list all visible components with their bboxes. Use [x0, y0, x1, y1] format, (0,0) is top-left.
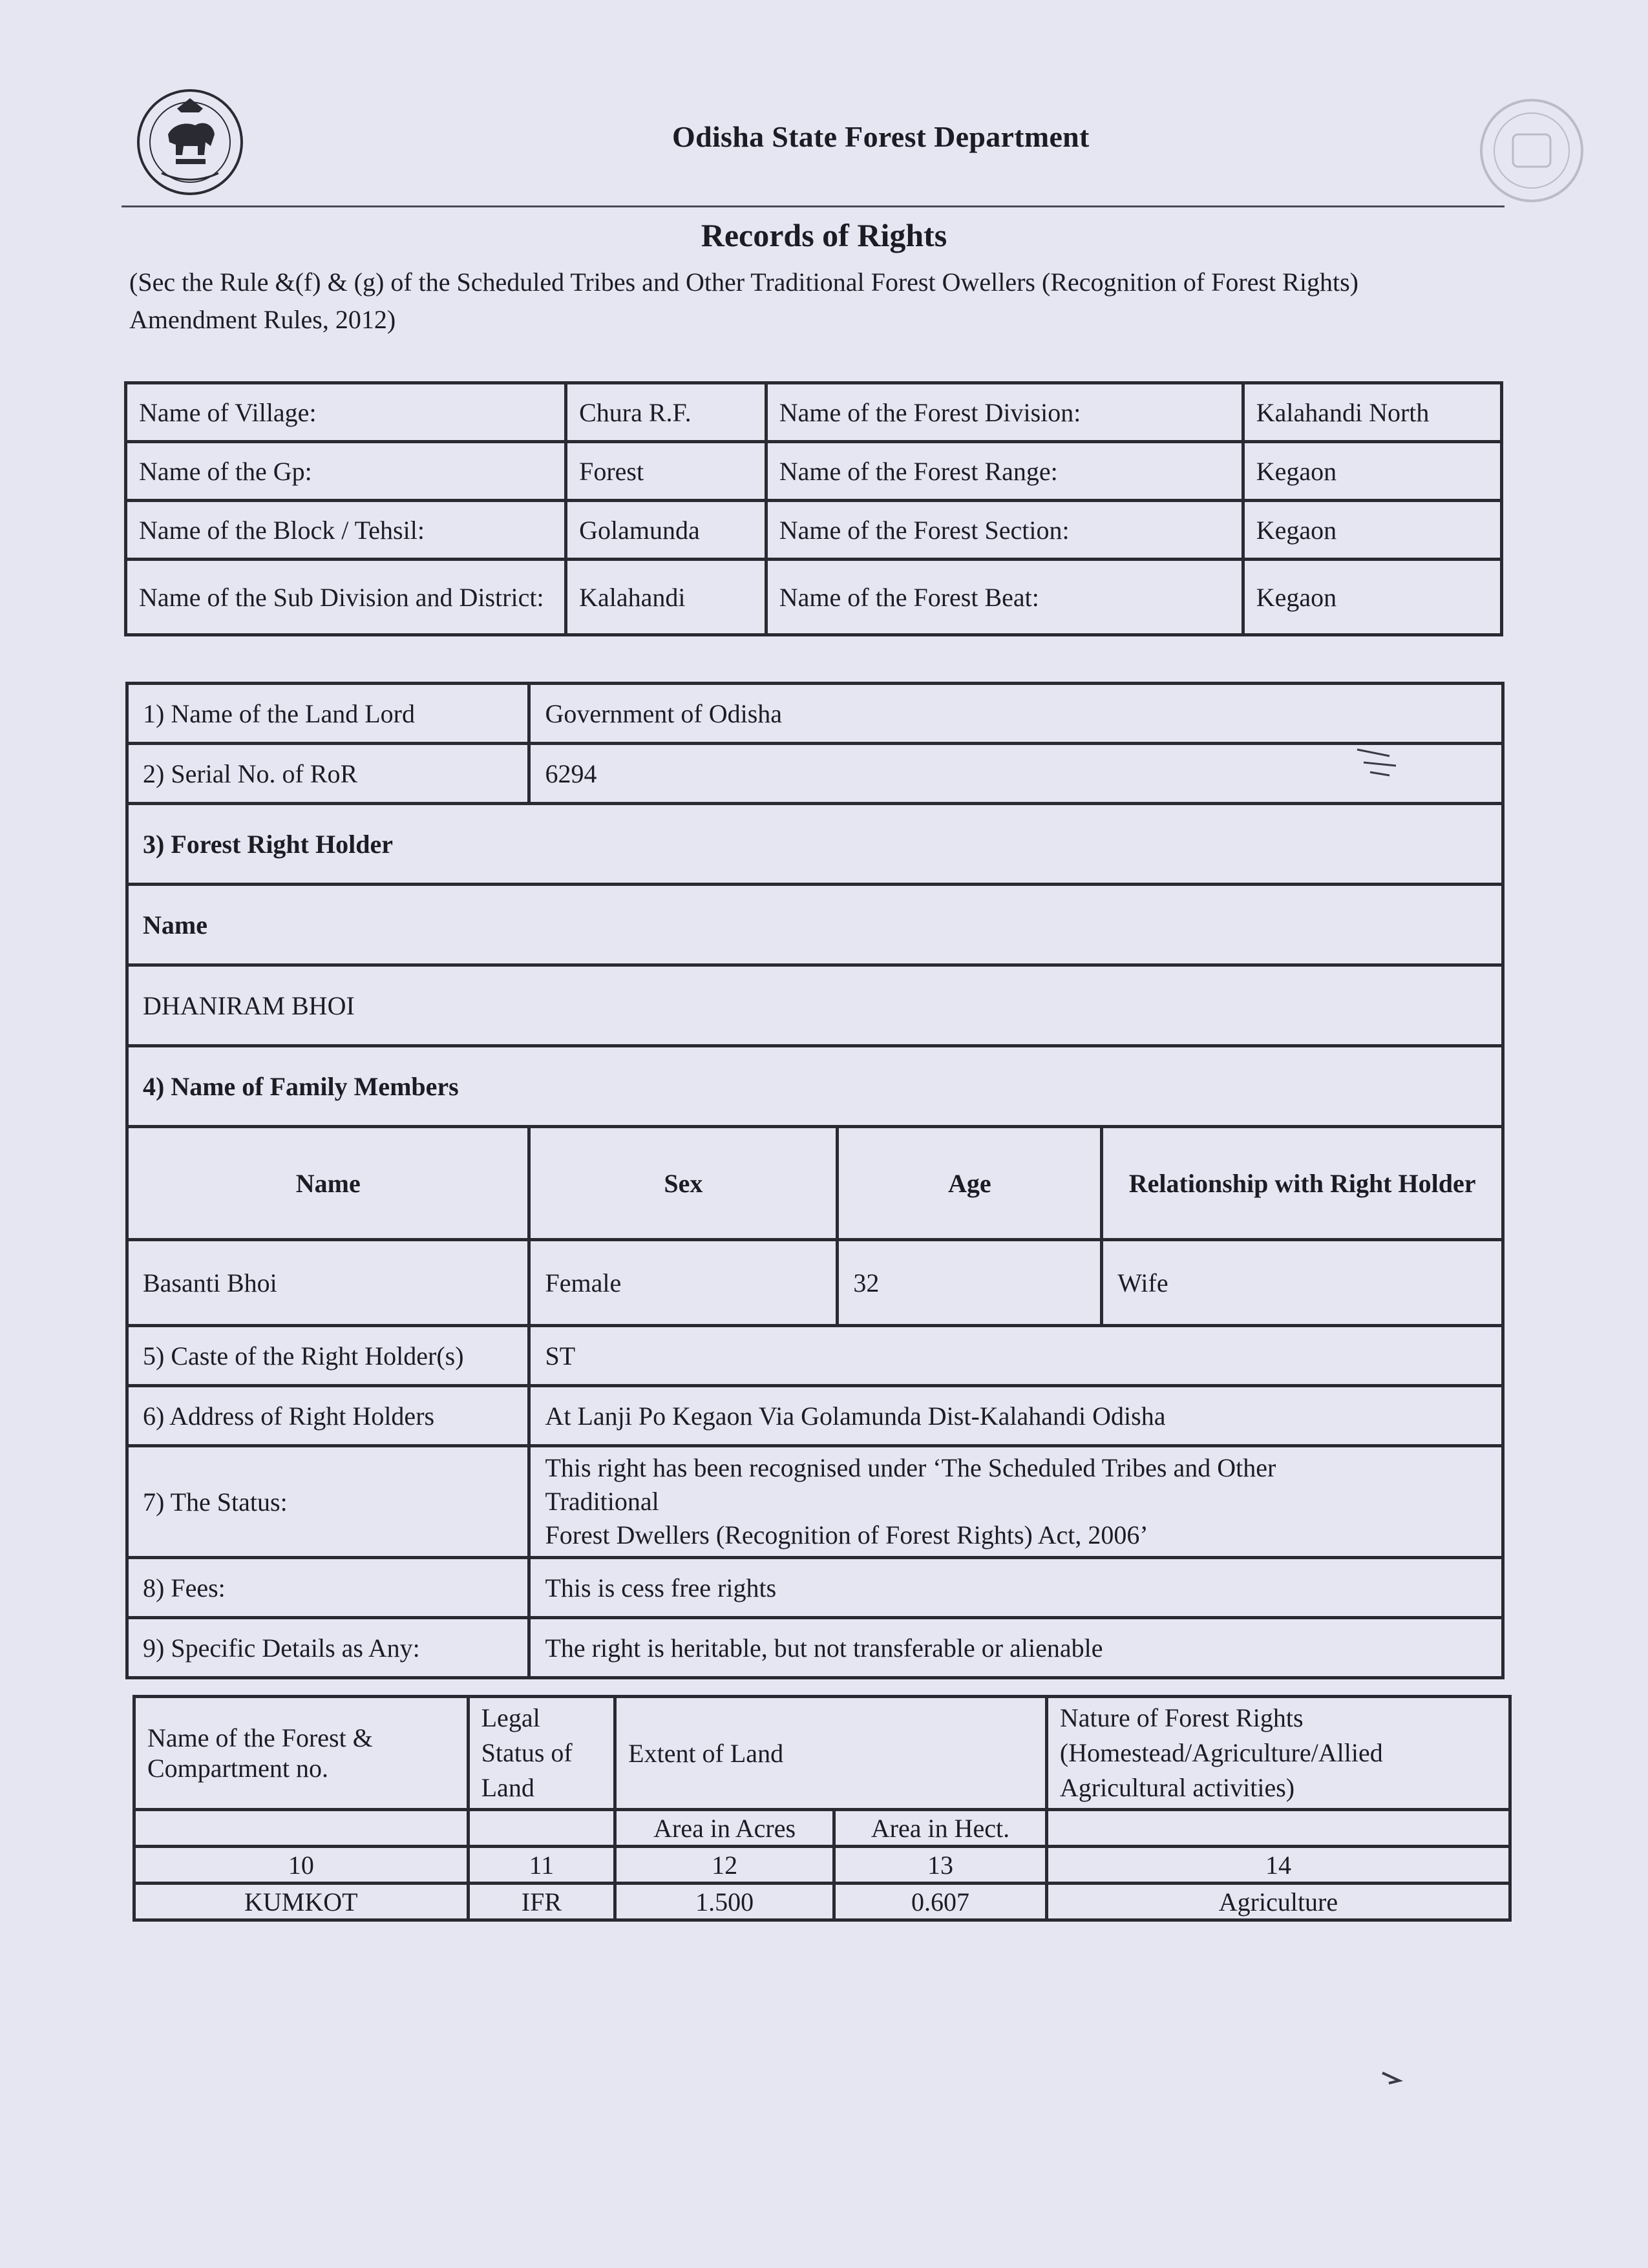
area-acres: 1.500 — [615, 1884, 834, 1920]
legal-line: Status of — [481, 1738, 573, 1767]
sub-area-hect: Area in Hect. — [834, 1810, 1047, 1847]
holder-heading: 3) Forest Right Holder — [127, 804, 1503, 885]
sub-division-label: Name of the Sub Division and District: — [126, 560, 566, 635]
forest-range-label: Name of the Forest Range: — [766, 442, 1243, 501]
member-relationship: Wife — [1102, 1240, 1503, 1326]
gp-value: Forest — [566, 442, 766, 501]
area-hect: 0.607 — [834, 1884, 1047, 1920]
table-row — [127, 1326, 1503, 1386]
legal-line: Legal — [481, 1703, 540, 1732]
family-col-name: Name — [127, 1127, 529, 1240]
status-line: Traditional — [545, 1487, 659, 1516]
forest-beat-label: Name of the Forest Beat: — [766, 560, 1243, 635]
serial-label: 2) Serial No. of RoR — [127, 744, 529, 804]
status-value — [529, 1446, 1503, 1558]
family-col-age: Age — [838, 1127, 1102, 1240]
nature-line: Nature of Forest Rights — [1059, 1703, 1304, 1732]
location-table — [124, 381, 1503, 636]
col-nature-of-rights — [1046, 1697, 1510, 1810]
empty-cell — [134, 1810, 469, 1847]
family-header-row — [127, 1127, 1503, 1240]
land-header-row — [134, 1697, 1510, 1810]
table-row — [127, 684, 1503, 744]
sub-area-acres: Area in Acres — [615, 1810, 834, 1847]
status-line: Forest Dwellers (Recognition of Forest Rights) Act, 2006’ — [545, 1520, 1148, 1549]
forest-section-label: Name of the Forest Section: — [766, 501, 1243, 560]
land-lord-label: 1) Name of the Land Lord — [127, 684, 529, 744]
table-row — [127, 804, 1503, 885]
faint-seal-icon — [1477, 96, 1587, 205]
forest-section-value: Kegaon — [1243, 501, 1501, 560]
table-row — [127, 1558, 1503, 1618]
stray-mark-icon — [1380, 2068, 1406, 2087]
legal-line: Land — [481, 1773, 534, 1802]
village-value: Chura R.F. — [566, 383, 766, 442]
department-heading: Odisha State Forest Department — [672, 120, 1090, 153]
family-col-relationship: Relationship with Right Holder — [1102, 1127, 1503, 1240]
member-sex: Female — [529, 1240, 838, 1326]
forest-range-value: Kegaon — [1243, 442, 1501, 501]
name-heading: Name — [127, 885, 1503, 965]
caste-value: ST — [529, 1326, 1503, 1386]
forest-division-label: Name of the Forest Division: — [766, 383, 1243, 442]
nature-line: (Homestead/Agriculture/Allied — [1059, 1738, 1383, 1767]
legal-status: IFR — [468, 1884, 615, 1920]
stray-mark-icon — [1351, 737, 1402, 788]
table-row — [127, 744, 1503, 804]
block-label: Name of the Block / Tehsil: — [126, 501, 566, 560]
nature-of-right: Agriculture — [1046, 1884, 1510, 1920]
details-value: The right is heritable, but not transferable or alienable — [529, 1618, 1503, 1678]
table-row — [127, 1046, 1503, 1127]
nature-line: Agricultural activities) — [1059, 1773, 1295, 1802]
fees-label: 8) Fees: — [127, 1558, 529, 1618]
fees-value: This is cess free rights — [529, 1558, 1503, 1618]
record-table — [125, 682, 1505, 1679]
table-row — [127, 1618, 1503, 1678]
col-number: 11 — [468, 1847, 615, 1884]
status-label: 7) The Status: — [127, 1446, 529, 1558]
table-row — [127, 1386, 1503, 1446]
holder-name: DHANIRAM BHOI — [127, 965, 1503, 1046]
member-name: Basanti Bhoi — [127, 1240, 529, 1326]
table-row — [126, 383, 1502, 442]
table-row — [126, 501, 1502, 560]
address-label: 6) Address of Right Holders — [127, 1386, 529, 1446]
serial-value: 6294 — [529, 744, 1503, 804]
col-forest-compartment: Name of the Forest & Compartment no. — [134, 1697, 469, 1810]
col-number: 13 — [834, 1847, 1047, 1884]
col-legal-status — [468, 1697, 615, 1810]
table-row — [127, 885, 1503, 965]
village-label: Name of Village: — [126, 383, 566, 442]
family-member-row — [127, 1240, 1503, 1326]
land-data-row — [134, 1884, 1510, 1920]
family-col-sex: Sex — [529, 1127, 838, 1240]
land-subheader-row — [134, 1810, 1510, 1847]
col-extent-of-land: Extent of Land — [615, 1697, 1047, 1810]
forest-name: KUMKOT — [134, 1884, 469, 1920]
empty-cell — [468, 1810, 615, 1847]
block-value: Golamunda — [566, 501, 766, 560]
forest-beat-value: Kegaon — [1243, 560, 1501, 635]
col-number: 14 — [1046, 1847, 1510, 1884]
sub-division-value: Kalahandi — [566, 560, 766, 635]
table-row — [127, 965, 1503, 1046]
col-number: 12 — [615, 1847, 834, 1884]
document-title: Records of Rights — [701, 217, 947, 253]
header-divider — [121, 205, 1505, 207]
odisha-emblem-icon — [136, 83, 244, 202]
status-line: This right has been recognised under ‘The Scheduled Tribes and Other — [545, 1453, 1276, 1482]
caste-label: 5) Caste of the Right Holder(s) — [127, 1326, 529, 1386]
land-table — [132, 1695, 1512, 1922]
family-heading: 4) Name of Family Members — [127, 1046, 1503, 1127]
address-value: At Lanji Po Kegaon Via Golamunda Dist-Kalahandi Odisha — [529, 1386, 1503, 1446]
gp-label: Name of the Gp: — [126, 442, 566, 501]
member-age: 32 — [838, 1240, 1102, 1326]
col-number: 10 — [134, 1847, 469, 1884]
document-subtitle: (Sec the Rule &(f) & (g) of the Scheduled Tribes and Other Traditional Forest Owellers (Recognition of Forest Rights) Amendment Rules, 2012) — [129, 268, 1358, 334]
empty-cell — [1046, 1810, 1510, 1847]
forest-division-value: Kalahandi North — [1243, 383, 1501, 442]
table-row — [126, 560, 1502, 635]
table-row — [127, 1446, 1503, 1558]
table-row — [126, 442, 1502, 501]
land-number-row — [134, 1847, 1510, 1884]
land-lord-value: Government of Odisha — [529, 684, 1503, 744]
details-label: 9) Specific Details as Any: — [127, 1618, 529, 1678]
